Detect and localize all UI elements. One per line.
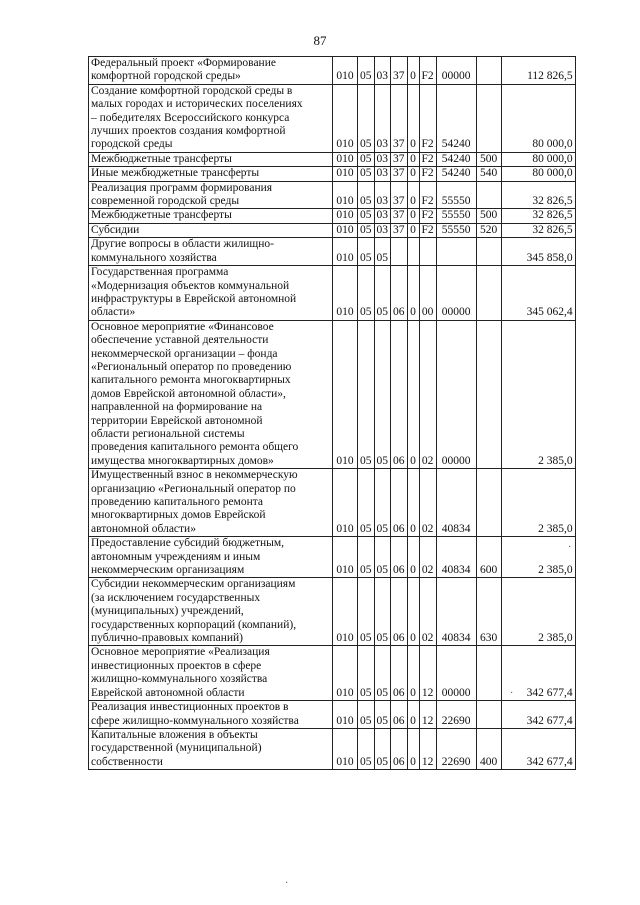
- cell-sum: 112 826,5: [501, 57, 575, 85]
- row-name-line: сфере жилищно-коммунального хозяйства: [91, 714, 299, 727]
- table-row: [89, 57, 576, 85]
- cell-sum: 342 677,4: [501, 701, 575, 729]
- cell-csr2: 0: [407, 728, 419, 769]
- table-row: [89, 701, 576, 729]
- row-name-line: Субсидии некоммерческим организациям: [91, 578, 296, 591]
- row-name-line: «Модернизация объектов коммунальной: [91, 279, 290, 292]
- row-name-line: инфраструктуры в Еврейской автономной: [91, 292, 297, 305]
- cell-pr: 05: [374, 646, 391, 701]
- table-row: [89, 728, 576, 769]
- row-name-line: комфортной городской среды»: [91, 70, 241, 83]
- row-name: [89, 728, 333, 769]
- cell-csr2: 0: [407, 469, 419, 537]
- cell-csr3: 12: [419, 701, 436, 729]
- cell-csr2: 0: [407, 646, 419, 701]
- cell-gr: 010: [333, 84, 358, 152]
- cell-rz: 05: [358, 84, 375, 152]
- cell-sum: 32 826,5: [501, 223, 575, 237]
- row-name-line: капитального ремонта многоквартирных: [91, 374, 291, 387]
- cell-pr: 03: [374, 57, 391, 85]
- cell-csr4: 55550: [436, 209, 476, 223]
- cell-csr4: 40834: [436, 578, 476, 646]
- cell-pr: 05: [374, 266, 391, 321]
- cell-csr3: 12: [419, 728, 436, 769]
- row-name-line: «Региональный оператор по проведению: [91, 360, 292, 373]
- cell-csr1: 37: [391, 57, 408, 85]
- row-name-line: Капитальные вложения в объекты: [91, 728, 258, 741]
- table-row: [89, 181, 576, 209]
- cell-csr2: 0: [407, 223, 419, 237]
- cell-gr: 010: [333, 266, 358, 321]
- cell-csr3: F2: [419, 167, 436, 181]
- cell-sum: 2 385,0: [501, 469, 575, 537]
- cell-csr1: [391, 238, 408, 266]
- cell-sum: 345 858,0: [501, 238, 575, 266]
- cell-csr1: 37: [391, 84, 408, 152]
- row-name-line: современной городской среды: [91, 195, 240, 208]
- row-name-line: организацию «Региональный оператор по: [91, 482, 296, 495]
- row-name-line: публично-правовых компаний): [91, 632, 243, 645]
- cell-csr2: [407, 238, 419, 266]
- cell-csr3: F2: [419, 209, 436, 223]
- table-row: [89, 238, 576, 266]
- cell-pr: 03: [374, 209, 391, 223]
- row-name: [89, 266, 333, 321]
- cell-csr4: 22690: [436, 728, 476, 769]
- row-name-line: Федеральный проект «Формирование: [91, 57, 276, 69]
- cell-gr: 010: [333, 167, 358, 181]
- cell-rz: 05: [358, 578, 375, 646]
- table-row: [89, 223, 576, 237]
- row-name-line: (за исключением государственных: [91, 591, 261, 604]
- cell-gr: 010: [333, 209, 358, 223]
- row-name: [89, 57, 333, 85]
- cell-csr1: 06: [391, 646, 408, 701]
- cell-csr2: 0: [407, 209, 419, 223]
- cell-vr: 520: [476, 223, 501, 237]
- row-name-line: области»: [91, 306, 136, 319]
- cell-gr: 010: [333, 320, 358, 468]
- cell-csr1: 37: [391, 209, 408, 223]
- cell-vr: 400: [476, 728, 501, 769]
- table-row: [89, 578, 576, 646]
- row-name-line: жилищно-коммунального хозяйства: [91, 673, 268, 686]
- cell-gr: 010: [333, 537, 358, 578]
- cell-rz: 05: [358, 223, 375, 237]
- cell-vr: [476, 266, 501, 321]
- cell-csr3: F2: [419, 181, 436, 209]
- row-name: [89, 320, 333, 468]
- cell-pr: 05: [374, 537, 391, 578]
- cell-rz: 05: [358, 167, 375, 181]
- row-name: [89, 646, 333, 701]
- row-name: [89, 537, 333, 578]
- row-name-line: Имущественный взнос в некоммерческую: [91, 469, 298, 482]
- cell-csr3: 02: [419, 537, 436, 578]
- cell-csr4: 00000: [436, 646, 476, 701]
- row-name-line: Другие вопросы в области жилищно-: [91, 238, 274, 251]
- table-row: [89, 167, 576, 181]
- cell-rz: 05: [358, 209, 375, 223]
- row-name: [89, 209, 333, 223]
- cell-sum: 2 385,0: [501, 320, 575, 468]
- cell-csr2: 0: [407, 266, 419, 321]
- cell-rz: 05: [358, 537, 375, 578]
- row-name-line: (муниципальных) учреждений,: [91, 605, 244, 618]
- cell-csr3: 02: [419, 578, 436, 646]
- cell-pr: 03: [374, 167, 391, 181]
- table-row: [89, 537, 576, 578]
- cell-csr2: 0: [407, 701, 419, 729]
- cell-csr2: 0: [407, 84, 419, 152]
- cell-csr4: 22690: [436, 701, 476, 729]
- cell-sum: 342 677,4: [501, 646, 575, 701]
- cell-gr: 010: [333, 223, 358, 237]
- cell-csr1: 06: [391, 701, 408, 729]
- cell-csr3: 02: [419, 320, 436, 468]
- row-name-line: территории Еврейской автономной: [91, 414, 263, 427]
- cell-csr4: 00000: [436, 57, 476, 85]
- cell-csr2: 0: [407, 320, 419, 468]
- cell-rz: 05: [358, 728, 375, 769]
- cell-rz: 05: [358, 701, 375, 729]
- row-name: [89, 469, 333, 537]
- cell-csr1: 37: [391, 167, 408, 181]
- cell-csr2: 0: [407, 57, 419, 85]
- cell-csr1: 06: [391, 537, 408, 578]
- row-name-line: Межбюджетные трансферты: [91, 152, 232, 165]
- row-name-line: малых городах и исторических поселениях: [91, 98, 303, 111]
- cell-csr2: 0: [407, 578, 419, 646]
- cell-sum: 80 000,0: [501, 167, 575, 181]
- row-name-line: Иные межбюджетные трансферты: [91, 167, 260, 180]
- cell-rz: 05: [358, 646, 375, 701]
- cell-csr4: 55550: [436, 223, 476, 237]
- cell-csr2: 0: [407, 167, 419, 181]
- row-name-line: автономной области»: [91, 522, 196, 535]
- cell-vr: [476, 469, 501, 537]
- row-name-line: инвестиционных проектов в сфере: [91, 659, 262, 672]
- cell-csr3: F2: [419, 57, 436, 85]
- cell-pr: 05: [374, 238, 391, 266]
- row-name: [89, 701, 333, 729]
- cell-csr4: 40834: [436, 537, 476, 578]
- cell-gr: 010: [333, 646, 358, 701]
- cell-csr1: 37: [391, 181, 408, 209]
- cell-csr3: F2: [419, 152, 436, 166]
- scan-mark: ·: [285, 878, 289, 889]
- row-name-line: Государственная программа: [91, 266, 229, 279]
- cell-sum: 2 385,0: [501, 578, 575, 646]
- cell-sum: 2 385,0: [501, 537, 575, 578]
- row-name-line: проведению капитального ремонта: [91, 496, 263, 508]
- cell-pr: 03: [374, 152, 391, 166]
- row-name-line: Еврейской автономной области: [91, 686, 245, 699]
- cell-gr: 010: [333, 578, 358, 646]
- row-name-line: Реализация инвестиционных проектов в: [91, 701, 289, 714]
- cell-sum: 32 826,5: [501, 181, 575, 209]
- cell-csr4: 00000: [436, 266, 476, 321]
- cell-vr: [476, 57, 501, 85]
- cell-rz: 05: [358, 181, 375, 209]
- cell-vr: [476, 181, 501, 209]
- cell-csr1: 06: [391, 469, 408, 537]
- row-name: [89, 152, 333, 166]
- table-row: [89, 84, 576, 152]
- cell-sum: 345 062,4: [501, 266, 575, 321]
- cell-vr: [476, 320, 501, 468]
- cell-pr: 03: [374, 84, 391, 152]
- cell-vr: [476, 646, 501, 701]
- page-number: 87: [313, 33, 327, 48]
- cell-vr: 630: [476, 578, 501, 646]
- cell-csr1: 06: [391, 320, 408, 468]
- table-row: [89, 209, 576, 223]
- row-name: [89, 181, 333, 209]
- cell-sum: 80 000,0: [501, 152, 575, 166]
- scan-mark: ·: [510, 688, 514, 699]
- cell-gr: 010: [333, 469, 358, 537]
- table-row: [89, 646, 576, 701]
- cell-csr1: 06: [391, 578, 408, 646]
- cell-csr4: 54240: [436, 167, 476, 181]
- cell-csr4: 00000: [436, 320, 476, 468]
- cell-csr4: 40834: [436, 469, 476, 537]
- row-name-line: – победителях Всероссийского конкурса: [91, 111, 290, 124]
- cell-gr: 010: [333, 728, 358, 769]
- cell-vr: 540: [476, 167, 501, 181]
- cell-csr4: 55550: [436, 181, 476, 209]
- cell-csr1: 37: [391, 223, 408, 237]
- cell-rz: 05: [358, 238, 375, 266]
- cell-csr3: 00: [419, 266, 436, 321]
- row-name-line: коммунального хозяйства: [91, 251, 217, 264]
- cell-rz: 05: [358, 152, 375, 166]
- row-name-line: городской среды: [91, 138, 173, 151]
- row-name-line: области региональной системы: [91, 427, 245, 440]
- row-name-line: лучших проектов создания комфортной: [91, 125, 286, 138]
- cell-csr3: F2: [419, 84, 436, 152]
- cell-csr2: 0: [407, 152, 419, 166]
- cell-csr4: 54240: [436, 152, 476, 166]
- cell-pr: 05: [374, 578, 391, 646]
- cell-csr1: 06: [391, 728, 408, 769]
- row-name-line: проведения капитального ремонта общего: [91, 441, 299, 454]
- cell-gr: 010: [333, 57, 358, 85]
- scan-mark: ·: [568, 542, 572, 553]
- cell-gr: 010: [333, 181, 358, 209]
- cell-csr1: 06: [391, 266, 408, 321]
- row-name-line: многоквартирных домов Еврейской: [91, 509, 266, 522]
- row-name-line: Предоставление субсидий бюджетным,: [91, 537, 285, 550]
- cell-pr: 03: [374, 181, 391, 209]
- row-name: [89, 167, 333, 181]
- cell-gr: 010: [333, 152, 358, 166]
- table-row: [89, 152, 576, 166]
- cell-gr: 010: [333, 701, 358, 729]
- cell-vr: [476, 701, 501, 729]
- row-name-line: Основное мероприятие «Реализация: [91, 646, 270, 659]
- row-name-line: государственных корпораций (компаний),: [91, 618, 297, 631]
- row-name-line: обеспечение уставной деятельности: [91, 334, 269, 347]
- cell-sum: 32 826,5: [501, 209, 575, 223]
- cell-vr: 600: [476, 537, 501, 578]
- budget-table: [88, 56, 576, 770]
- row-name-line: некоммерческим организациям: [91, 564, 245, 577]
- cell-csr3: F2: [419, 223, 436, 237]
- cell-gr: 010: [333, 238, 358, 266]
- row-name-line: государственной (муниципальной): [91, 742, 262, 755]
- row-name-line: некоммерческой организации – фонда: [91, 347, 278, 360]
- row-name-line: автономным учреждениям и иным: [91, 550, 261, 563]
- row-name-line: домов Еврейской автономной области»,: [91, 387, 286, 400]
- row-name: [89, 578, 333, 646]
- cell-vr: [476, 238, 501, 266]
- row-name: [89, 223, 333, 237]
- cell-vr: 500: [476, 209, 501, 223]
- budget-table-body: [89, 57, 576, 770]
- table-row: [89, 320, 576, 468]
- cell-pr: 05: [374, 469, 391, 537]
- cell-csr4: [436, 238, 476, 266]
- row-name-line: Основное мероприятие «Финансовое: [91, 320, 274, 333]
- cell-vr: [476, 84, 501, 152]
- row-name-line: Межбюджетные трансферты: [91, 209, 232, 222]
- cell-pr: 05: [374, 320, 391, 468]
- cell-csr4: 54240: [436, 84, 476, 152]
- row-name-line: Создание комфортной городской среды в: [91, 84, 293, 97]
- cell-csr3: [419, 238, 436, 266]
- row-name-line: Реализация программ формирования: [91, 181, 273, 194]
- table-row: [89, 469, 576, 537]
- cell-csr3: 02: [419, 469, 436, 537]
- cell-sum: 80 000,0: [501, 84, 575, 152]
- cell-rz: 05: [358, 469, 375, 537]
- cell-csr2: 0: [407, 537, 419, 578]
- row-name-line: имущества многоквартирных домов»: [91, 454, 274, 467]
- cell-pr: 05: [374, 701, 391, 729]
- cell-pr: 05: [374, 728, 391, 769]
- cell-csr1: 37: [391, 152, 408, 166]
- row-name-line: Субсидии: [91, 223, 140, 236]
- cell-rz: 05: [358, 57, 375, 85]
- cell-csr3: 12: [419, 646, 436, 701]
- cell-pr: 03: [374, 223, 391, 237]
- cell-vr: 500: [476, 152, 501, 166]
- row-name: [89, 84, 333, 152]
- row-name-line: направленной на формирование на: [91, 401, 263, 414]
- cell-rz: 05: [358, 266, 375, 321]
- cell-csr2: 0: [407, 181, 419, 209]
- row-name-line: собственности: [91, 755, 163, 768]
- cell-sum: 342 677,4: [501, 728, 575, 769]
- cell-rz: 05: [358, 320, 375, 468]
- row-name: [89, 238, 333, 266]
- table-row: [89, 266, 576, 321]
